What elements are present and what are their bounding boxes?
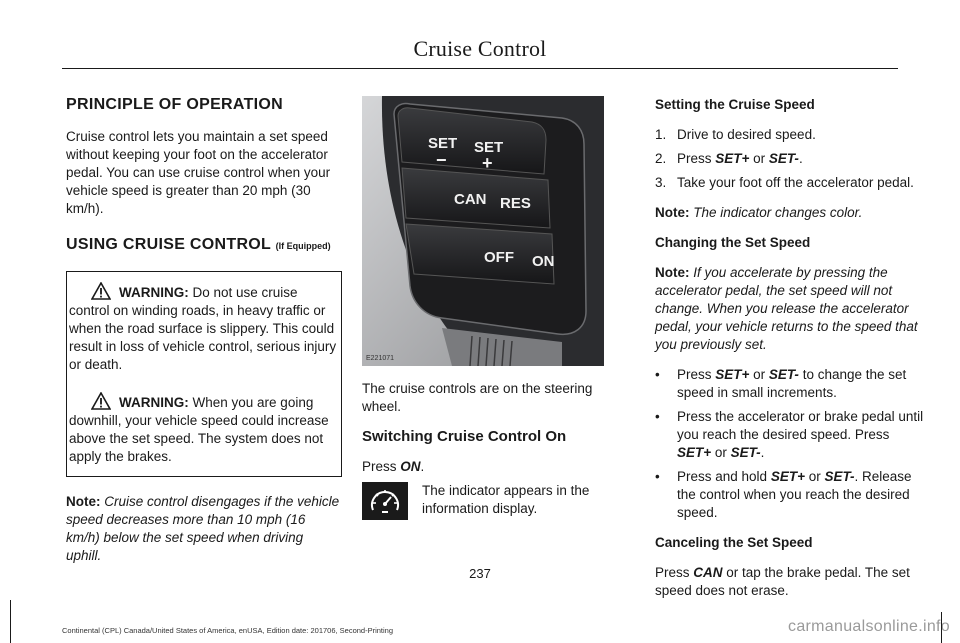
note-cruise-disengage <box>66 493 342 565</box>
bullet-post: . Release the control when you reach the desired speed. <box>677 469 912 520</box>
set-plus-label: SET <box>474 139 504 156</box>
bullet-pre: Press the accelerator or brake pedal until you reach the desired speed. Press <box>677 409 924 442</box>
bullet-item <box>655 366 927 402</box>
set-plus-sign: + <box>482 153 493 173</box>
can-key: CAN <box>693 565 723 580</box>
page-number: 237 <box>469 566 491 581</box>
note-text: Cruise control disengages if the vehicle speed decreases more than 10 mph (16 km/h) below the set speed when driving uphill. <box>66 494 340 563</box>
note-label: Note: <box>655 205 690 220</box>
set-minus-key: SET- <box>768 151 799 166</box>
set-minus-key: SET- <box>768 367 799 382</box>
column-middle <box>362 380 604 520</box>
set-minus-label: SET <box>428 135 458 152</box>
warning-1 <box>69 282 337 374</box>
warning-icon <box>91 392 111 410</box>
using-heading-text: USING CRUISE CONTROL <box>66 236 271 253</box>
press-suffix: . <box>420 459 425 474</box>
cruise-indicator-icon <box>362 482 408 520</box>
bullet-post: to change the set speed in small increments. <box>677 367 907 400</box>
can-label: CAN <box>454 191 487 208</box>
step-mid: or <box>749 151 769 166</box>
warning-2-text: When you are going downhill, your vehicle speed could increase above the set speed. The system does not apply the brakes. <box>69 395 329 464</box>
note-accelerate <box>655 264 927 354</box>
step-number: 2. <box>655 151 667 166</box>
principle-heading: PRINCIPLE OF OPERATION <box>66 96 283 113</box>
bullet-mid: or <box>749 367 769 382</box>
set-plus-key: SET+ <box>770 469 805 484</box>
set-minus-key: SET- <box>730 445 761 460</box>
warning-box <box>66 271 342 477</box>
figure-code: E221071 <box>366 355 395 362</box>
crop-mark-right <box>941 612 942 643</box>
bullet-mark: • <box>655 409 660 424</box>
bullet-item <box>655 468 927 522</box>
using-heading <box>66 236 342 255</box>
set-plus-key: SET+ <box>677 445 712 460</box>
note-text: If you accelerate by pressing the accelerator pedal, the set speed will not change. When you release the accelerator pedal, your vehicle returns to the speed that you previously set. <box>655 265 918 352</box>
cancel-pre: Press <box>655 565 694 580</box>
warning-icon <box>91 282 111 300</box>
principle-text: Cruise control lets you maintain a set speed without keeping your foot on the accelerator pedal. You can use cruise control when your vehicle speed is greater than 20 mph (30 km/h). <box>66 129 331 216</box>
step-number: 3. <box>655 175 667 190</box>
indicator-row <box>362 482 604 520</box>
column-right <box>655 96 927 612</box>
step-text: Drive to desired speed. <box>677 127 816 142</box>
setting-steps <box>655 126 927 192</box>
set-minus-key: SET- <box>824 469 855 484</box>
crop-mark-left <box>10 600 11 643</box>
watermark: carmanualsonline.info <box>788 618 950 635</box>
using-qualifier: (If Equipped) <box>275 241 331 251</box>
steering-wheel-controls-illustration <box>362 96 604 366</box>
edition-footer: Continental (CPL) Canada/United States of America, enUSA, Edition date: 201706, Second-Printing <box>62 626 394 635</box>
bullet-mark: • <box>655 469 660 484</box>
step-item <box>655 174 927 192</box>
on-label: ON <box>532 253 555 270</box>
column-left <box>66 96 342 577</box>
figure-caption: The cruise controls are on the steering wheel. <box>362 381 593 414</box>
bullet-pre: Press <box>677 367 716 382</box>
bullet-pre: Press and hold <box>677 469 771 484</box>
step-number: 1. <box>655 127 667 142</box>
press-on-line <box>362 458 604 476</box>
warning-2-label: WARNING: <box>119 395 189 410</box>
bullet-post: . <box>760 445 765 460</box>
set-minus-sign: − <box>436 150 447 170</box>
switch-heading: Switching Cruise Control On <box>362 428 567 445</box>
res-label: RES <box>500 195 531 212</box>
bullet-item <box>655 408 927 462</box>
changing-bullets <box>655 366 927 522</box>
canceling-heading: Canceling the Set Speed <box>655 535 813 550</box>
note-text: The indicator changes color. <box>693 205 863 220</box>
title-rule <box>62 68 898 69</box>
press-prefix: Press <box>362 459 397 474</box>
step-item <box>655 150 927 168</box>
set-plus-key: SET+ <box>715 367 750 382</box>
cancel-post: or tap the brake pedal. The set speed does not erase. <box>655 565 910 598</box>
page-title: Cruise Control <box>413 36 547 61</box>
note-indicator-color <box>655 204 927 222</box>
step-pre: Press <box>677 151 716 166</box>
step-post: . <box>798 151 803 166</box>
warning-2 <box>69 392 337 466</box>
warning-1-label: WARNING: <box>119 285 189 300</box>
on-key: ON <box>400 459 421 474</box>
bullet-mark: • <box>655 367 660 382</box>
warning-1-text: Do not use cruise control on winding roads, in heavy traffic or when the road surface is slippery. This could result in loss of vehicle control, serious injury or death. <box>69 285 337 372</box>
set-plus-key: SET+ <box>715 151 750 166</box>
cruise-controls-figure <box>362 96 604 366</box>
step-text: Take your foot off the accelerator pedal. <box>677 175 914 190</box>
note-label: Note: <box>66 494 101 509</box>
changing-heading: Changing the Set Speed <box>655 235 811 250</box>
off-label: OFF <box>484 249 514 266</box>
note-label: Note: <box>655 265 690 280</box>
step-item <box>655 126 927 144</box>
indicator-text: The indicator appears in the information display. <box>422 483 590 516</box>
setting-heading: Setting the Cruise Speed <box>655 97 815 112</box>
bullet-mid: or <box>711 445 731 460</box>
bullet-mid: or <box>804 469 825 484</box>
